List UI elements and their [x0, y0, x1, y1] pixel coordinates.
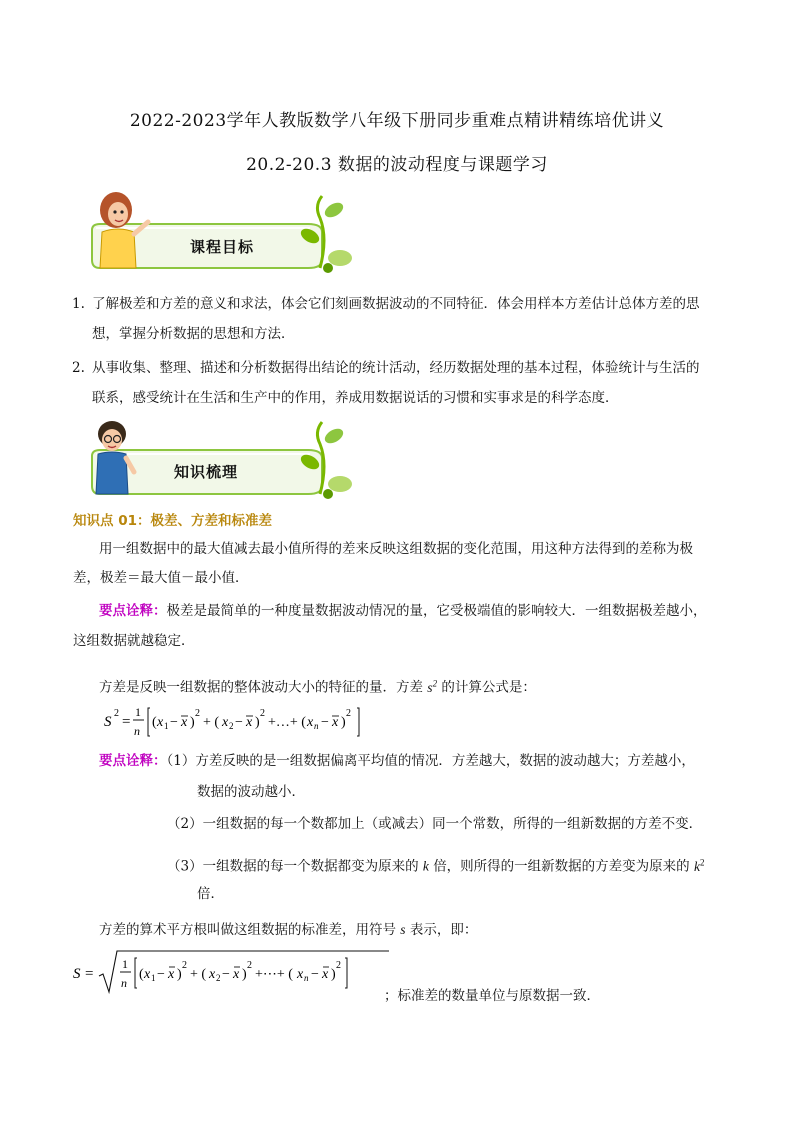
svg-text:−: −	[170, 715, 178, 730]
svg-text:+ (: + (	[203, 715, 220, 730]
svg-text:+…+ (: +…+ (	[268, 715, 306, 730]
note-item3-text-a: （3）一组数据的每一个数据都变为原来的	[167, 858, 419, 875]
svg-text:=: =	[122, 714, 131, 730]
svg-text:x: x	[181, 715, 188, 730]
std-tail: ；标准差的数量单位与原数据一致．	[384, 988, 600, 1004]
svg-text:n: n	[314, 721, 319, 731]
variance-formula	[104, 702, 404, 747]
svg-text:1: 1	[151, 973, 156, 983]
svg-text:x: x	[233, 967, 240, 982]
list-number: 1.	[72, 296, 85, 312]
svg-text:S: S	[73, 966, 81, 982]
banner-course-objectives	[82, 188, 354, 278]
std-intro-text: 方差的算术平方根叫做这组数据的标准差，用符号	[99, 922, 396, 938]
svg-text:+⋯+ (: +⋯+ (	[255, 967, 293, 982]
svg-text:): )	[255, 715, 260, 730]
svg-text:(: (	[139, 967, 144, 982]
svg-text:2: 2	[346, 708, 351, 719]
svg-text:x: x	[246, 715, 253, 730]
banner-label: 知识梳理	[174, 463, 239, 481]
student-illustration-icon	[82, 414, 354, 504]
range-definition-line1: 用一组数据中的最大值减去最小值所得的差来反映这组数据的变化范围，用这种方法得到的差称为极	[99, 541, 693, 557]
svg-text:−: −	[235, 715, 243, 730]
svg-text:): )	[341, 715, 346, 730]
svg-text:−: −	[311, 967, 319, 982]
knowledge-point-title: 知识点 01：极差、方差和标准差	[73, 513, 272, 529]
svg-text:n: n	[134, 724, 140, 738]
range-definition-line2: 差，极差＝最大值－最小值．	[73, 570, 249, 586]
variance-formula-graphic	[104, 702, 404, 742]
svg-text:+ (: + (	[190, 967, 207, 982]
list-text: 想，掌握分析数据的思想和方法．	[92, 326, 295, 342]
std-formula-graphic	[71, 948, 401, 1000]
note-label: 要点诠释：	[99, 603, 167, 619]
k-squared-symbol: $k^2$	[693, 857, 705, 874]
variance-intro-text-2: 的计算公式是：	[441, 679, 536, 696]
note-variance-line2: 数据的波动越小．	[197, 784, 305, 800]
svg-text:): )	[190, 715, 195, 730]
svg-text:2: 2	[336, 960, 341, 971]
svg-text:2: 2	[229, 721, 234, 731]
k-symbol: k	[422, 858, 429, 874]
banner-label: 课程目标	[190, 238, 255, 256]
note-variance-item2: （2）一组数据的每一个数都加上（或减去）同一个常数，所得的一组新数据的方差不变．	[167, 816, 703, 832]
svg-text:(: (	[152, 715, 157, 730]
svg-text:2: 2	[247, 960, 252, 971]
note-variance-item3	[167, 852, 747, 877]
svg-text:=: =	[85, 966, 94, 982]
note-label: 要点诠释：	[99, 753, 167, 769]
variance-intro	[99, 673, 739, 698]
svg-text:): )	[177, 967, 182, 982]
svg-text:): )	[242, 967, 247, 982]
list-number: 2.	[72, 360, 85, 376]
note-text: （1）方差反映的是一组数据偏离平均值的情况．方差越大，数据的波动越大；方差越小，	[166, 753, 695, 769]
variance-symbol: $s^2$	[427, 678, 438, 695]
svg-text:2: 2	[216, 973, 221, 983]
std-formula	[71, 948, 401, 1005]
svg-text:x: x	[209, 967, 216, 982]
list-text: 联系，感受统计在生活和生产中的作用，养成用数据说话的习惯和实事求是的科学态度．	[92, 390, 619, 406]
list-text: 了解极差和方差的意义和求法，体会它们刻画数据波动的不同特征．体会用样本方差估计总体方差的思	[92, 296, 700, 312]
svg-text:x: x	[144, 967, 151, 982]
document-subtitle: 20.2-20.3 数据的波动程度与课题学习	[246, 155, 548, 175]
list-item	[72, 294, 732, 344]
std-symbol: s	[400, 922, 406, 937]
svg-text:1: 1	[122, 957, 128, 971]
svg-text:x: x	[168, 967, 175, 982]
svg-text:n: n	[121, 976, 127, 990]
svg-text:S: S	[104, 714, 112, 730]
svg-text:2: 2	[182, 960, 187, 971]
svg-text:2: 2	[195, 708, 200, 719]
banner-knowledge-review	[82, 414, 354, 504]
svg-text:1: 1	[135, 705, 141, 719]
svg-text:−: −	[321, 715, 329, 730]
list-text: 从事收集、整理、描述和分析数据得出结论的统计活动，经历数据处理的基本过程，体验统计与生活的	[92, 360, 700, 376]
svg-text:): )	[331, 967, 336, 982]
document-title: 2022-2023学年人教版数学八年级下册同步重难点精讲精练培优讲义	[129, 111, 665, 131]
note-text: 极差是最简单的一种度量数据波动情况的量，它受极端值的影响较大．一组数据极差越小，	[166, 603, 707, 619]
note-variance	[99, 751, 739, 771]
note-range-line2: 这组数据就越稳定．	[73, 633, 195, 649]
list-item	[72, 358, 732, 408]
svg-text:−: −	[222, 967, 230, 982]
std-intro	[99, 920, 739, 940]
svg-text:x: x	[157, 715, 164, 730]
note-variance-item3-line2: 倍．	[197, 886, 224, 902]
variance-intro-text: 方差是反映一组数据的整体波动大小的特征的量．方差	[99, 679, 423, 696]
svg-text:x: x	[322, 967, 329, 982]
note-item3-text-b: 倍，则所得的一组新数据的方差变为原来的	[433, 858, 690, 875]
svg-text:x: x	[222, 715, 229, 730]
note-range	[99, 601, 739, 621]
std-intro-text-2: 表示，即：	[409, 922, 478, 938]
svg-text:−: −	[157, 967, 165, 982]
svg-text:n: n	[304, 973, 309, 983]
svg-text:x: x	[307, 715, 314, 730]
teacher-illustration-icon	[82, 188, 354, 278]
svg-text:x: x	[297, 967, 304, 982]
svg-text:2: 2	[260, 708, 265, 719]
svg-text:1: 1	[164, 721, 169, 731]
svg-text:x: x	[332, 715, 339, 730]
svg-text:2: 2	[114, 708, 119, 719]
